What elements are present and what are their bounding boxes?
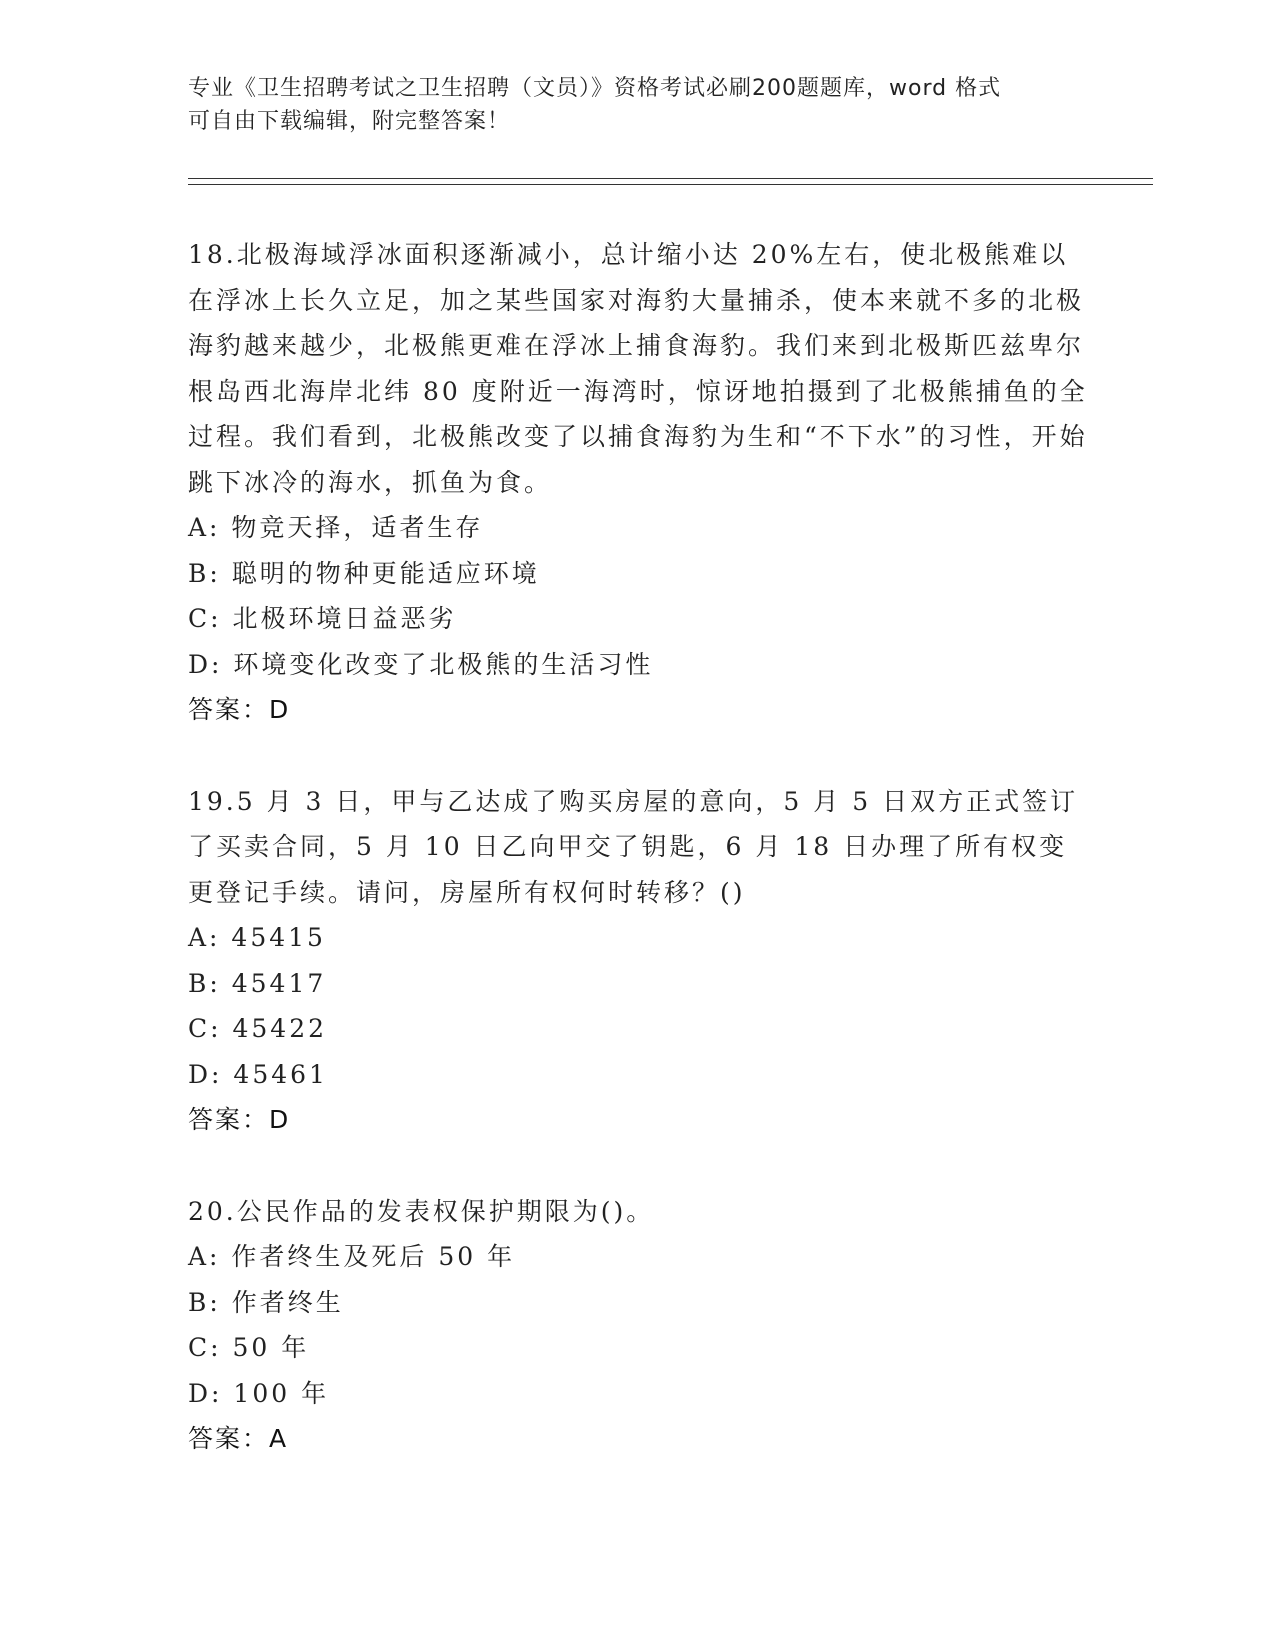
option-b: B: 作者终生 (188, 1287, 344, 1317)
question-20 (188, 1189, 1088, 1462)
option-b: B: 聪明的物种更能适应环境 (188, 558, 540, 588)
header-divider (188, 178, 1153, 185)
answer-line: 答案：D (188, 695, 291, 724)
option-d: D: 100 年 (188, 1378, 330, 1408)
document-header (188, 72, 1088, 138)
option-a: A: 物竞天择，适者生存 (188, 513, 484, 542)
option-b: B: 45417 (188, 968, 327, 998)
option-a: A: 作者终生及死后 50 年 (188, 1242, 516, 1271)
option-d: D: 45461 (188, 1059, 328, 1089)
question-stem: 18.北极海域浮冰面积逐渐减小，总计缩小达 20%左右，使北极熊难以在浮冰上长久立足，加之某些国家对海豹大量捕杀，使本来就不多的北极海豹越来越少，北极熊更难在浮冰上捕食海豹。我们来到北极斯匹兹卑尔根岛西北海岸北纬 80 度附近一海湾时，惊讶地拍摄到了北极熊捕鱼的全过程。我们看到，北极熊改变了以捕食海豹为生和“不下水”的习性，开始跳下冰冷的海水，抓鱼为食。 (188, 240, 1088, 497)
answer-line: 答案：A (188, 1424, 289, 1453)
question-stem: 19.5 月 3 日，甲与乙达成了购买房屋的意向，5 月 5 日双方正式签订了买卖合同，5 月 10 日乙向甲交了钥匙，6 月 18 日办理了所有权变更登记手续。请问，房屋所有权何时转移？() (188, 786, 1079, 907)
header-subtitle-line: 可自由下载编辑，附完整答案！ (188, 109, 511, 134)
option-d: D: 环境变化改变了北极熊的生活习性 (188, 649, 654, 679)
header-title-line: 专业《卫生招聘考试之卫生招聘（文员）》资格考试必刷200题题库，word 格式 (188, 76, 1002, 101)
answer-line: 答案：D (188, 1105, 291, 1134)
option-c: C: 50 年 (188, 1333, 310, 1362)
question-list (188, 232, 1088, 1508)
question-19 (188, 779, 1088, 1143)
option-c: C: 北极环境日益恶劣 (188, 604, 457, 633)
option-c: C: 45422 (188, 1014, 328, 1043)
option-a: A: 45415 (188, 923, 326, 952)
question-stem: 20.公民作品的发表权保护期限为()。 (188, 1196, 655, 1226)
question-18 (188, 232, 1088, 733)
